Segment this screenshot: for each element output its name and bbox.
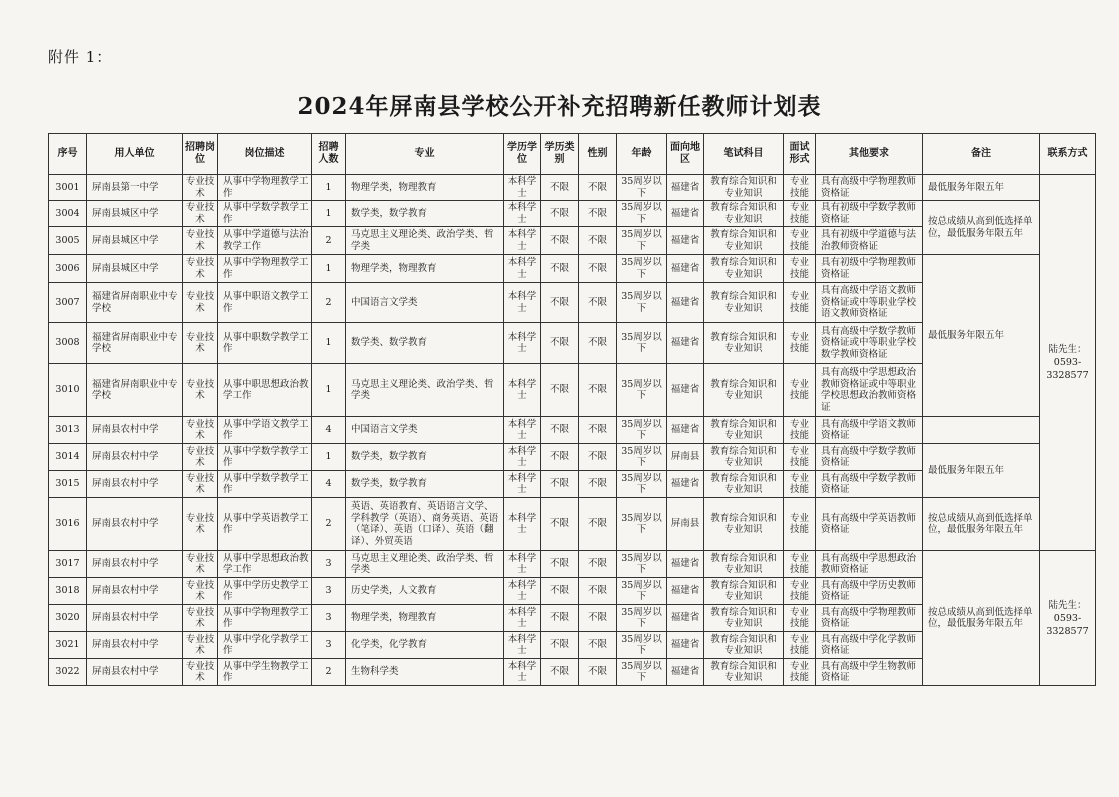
cell-major: 数学类、数学教育 <box>346 323 504 364</box>
cell-seq: 3017 <box>49 551 87 578</box>
cell-interview: 专业技能 <box>784 605 816 632</box>
cell-position: 专业技术 <box>183 283 218 323</box>
cell-interview: 专业技能 <box>784 283 816 323</box>
cell-desc: 从事中学物理教学工作 <box>218 175 312 201</box>
cell-desc: 从事中学数学教学工作 <box>218 471 312 498</box>
cell-edu-type: 不限 <box>541 551 579 578</box>
cell-region: 福建省 <box>667 605 704 632</box>
table-row <box>49 255 1096 283</box>
cell-exam: 教育综合知识和专业知识 <box>704 578 784 605</box>
cell-exam: 教育综合知识和专业知识 <box>704 364 784 417</box>
cell-count: 1 <box>312 364 346 417</box>
cell-seq: 3005 <box>49 227 87 255</box>
cell-edu: 本科学士 <box>504 605 541 632</box>
cell-seq: 3014 <box>49 444 87 471</box>
cell-region: 福建省 <box>667 255 704 283</box>
header-edu: 学历学位 <box>504 134 541 175</box>
cell-unit: 屏南县城区中学 <box>87 227 183 255</box>
cell-other: 具有初级中学道德与法治教师资格证 <box>816 227 923 255</box>
cell-desc: 从事中学数学教学工作 <box>218 444 312 471</box>
cell-edu-type: 不限 <box>541 417 579 444</box>
cell-exam: 教育综合知识和专业知识 <box>704 255 784 283</box>
cell-major: 物理学类，物理教育 <box>346 175 504 201</box>
cell-exam: 教育综合知识和专业知识 <box>704 283 784 323</box>
cell-interview: 专业技能 <box>784 551 816 578</box>
cell-desc: 从事中职语文教学工作 <box>218 283 312 323</box>
header-age: 年龄 <box>617 134 667 175</box>
cell-exam: 教育综合知识和专业知识 <box>704 175 784 201</box>
cell-major: 数学类，数学教育 <box>346 471 504 498</box>
cell-seq: 3018 <box>49 578 87 605</box>
header-desc: 岗位描述 <box>218 134 312 175</box>
cell-unit: 屏南县农村中学 <box>87 551 183 578</box>
header-edu-type: 学历类别 <box>541 134 579 175</box>
cell-desc: 从事中学历史教学工作 <box>218 578 312 605</box>
cell-gender: 不限 <box>579 283 617 323</box>
cell-unit: 屏南县农村中学 <box>87 471 183 498</box>
cell-edu-type: 不限 <box>541 632 579 659</box>
cell-other: 具有初级中学数学教师资格证 <box>816 201 923 227</box>
cell-age: 35周岁以下 <box>617 632 667 659</box>
cell-edu-type: 不限 <box>541 255 579 283</box>
cell-region: 福建省 <box>667 227 704 255</box>
cell-interview: 专业技能 <box>784 175 816 201</box>
cell-edu-type: 不限 <box>541 498 579 551</box>
cell-edu: 本科学士 <box>504 417 541 444</box>
cell-region: 福建省 <box>667 632 704 659</box>
cell-other: 具有初级中学物理教师资格证 <box>816 255 923 283</box>
cell-edu-type: 不限 <box>541 227 579 255</box>
cell-region: 福建省 <box>667 283 704 323</box>
cell-seq: 3021 <box>49 632 87 659</box>
cell-gender: 不限 <box>579 498 617 551</box>
cell-unit: 屏南县农村中学 <box>87 578 183 605</box>
header-remark: 备注 <box>923 134 1040 175</box>
header-interview: 面试形式 <box>784 134 816 175</box>
cell-desc: 从事中学物理教学工作 <box>218 605 312 632</box>
cell-edu-type: 不限 <box>541 605 579 632</box>
header-row <box>49 134 1096 175</box>
cell-contact: 陆先生：0593-3328577 <box>1040 551 1096 686</box>
cell-desc: 从事中学化学教学工作 <box>218 632 312 659</box>
cell-region: 屏南县 <box>667 498 704 551</box>
cell-unit: 福建省屏南职业中专学校 <box>87 323 183 364</box>
cell-other: 具有高级中学语文教师资格证或中等职业学校语文教师资格证 <box>816 283 923 323</box>
cell-age: 35周岁以下 <box>617 551 667 578</box>
cell-count: 3 <box>312 578 346 605</box>
cell-desc: 从事中学数学教学工作 <box>218 201 312 227</box>
cell-unit: 屏南县城区中学 <box>87 201 183 227</box>
cell-count: 4 <box>312 417 346 444</box>
cell-age: 35周岁以下 <box>617 323 667 364</box>
cell-exam: 教育综合知识和专业知识 <box>704 632 784 659</box>
cell-edu: 本科学士 <box>504 227 541 255</box>
cell-age: 35周岁以下 <box>617 471 667 498</box>
cell-edu-type: 不限 <box>541 444 579 471</box>
cell-desc: 从事中职思想政治教学工作 <box>218 364 312 417</box>
cell-desc: 从事中学思想政治教学工作 <box>218 551 312 578</box>
header-exam: 笔试科目 <box>704 134 784 175</box>
cell-count: 2 <box>312 227 346 255</box>
header-unit: 用人单位 <box>87 134 183 175</box>
cell-edu-type: 不限 <box>541 323 579 364</box>
cell-interview: 专业技能 <box>784 227 816 255</box>
cell-major: 数学类，数学教育 <box>346 201 504 227</box>
cell-gender: 不限 <box>579 551 617 578</box>
cell-unit: 屏南县城区中学 <box>87 255 183 283</box>
cell-desc: 从事中学道德与法治教学工作 <box>218 227 312 255</box>
cell-seq: 3007 <box>49 283 87 323</box>
cell-major: 马克思主义理论类、政治学类、哲学类 <box>346 551 504 578</box>
cell-count: 1 <box>312 255 346 283</box>
cell-gender: 不限 <box>579 417 617 444</box>
cell-gender: 不限 <box>579 632 617 659</box>
cell-other: 具有高级中学语文教师资格证 <box>816 417 923 444</box>
cell-exam: 教育综合知识和专业知识 <box>704 201 784 227</box>
cell-seq: 3004 <box>49 201 87 227</box>
cell-age: 35周岁以下 <box>617 605 667 632</box>
cell-remark: 按总成绩从高到低选择单位，最低服务年限五年 <box>923 201 1040 255</box>
cell-interview: 专业技能 <box>784 323 816 364</box>
cell-count: 3 <box>312 551 346 578</box>
cell-remark: 最低服务年限五年 <box>923 255 1040 417</box>
cell-interview: 专业技能 <box>784 659 816 686</box>
cell-unit: 屏南县农村中学 <box>87 632 183 659</box>
header-gender: 性别 <box>579 134 617 175</box>
cell-remark: 按总成绩从高到低选择单位，最低服务年限五年 <box>923 498 1040 551</box>
cell-exam: 教育综合知识和专业知识 <box>704 444 784 471</box>
cell-desc: 从事中学英语教学工作 <box>218 498 312 551</box>
cell-count: 2 <box>312 283 346 323</box>
cell-remark: 按总成绩从高到低选择单位，最低服务年限五年 <box>923 551 1040 686</box>
cell-interview: 专业技能 <box>784 498 816 551</box>
cell-major: 历史学类，人文教育 <box>346 578 504 605</box>
cell-position: 专业技术 <box>183 227 218 255</box>
cell-count: 1 <box>312 175 346 201</box>
cell-seq: 3001 <box>49 175 87 201</box>
cell-count: 1 <box>312 444 346 471</box>
cell-major: 数学类，数学教育 <box>346 444 504 471</box>
cell-other: 具有高级中学数学教师资格证或中等职业学校数学教师资格证 <box>816 323 923 364</box>
cell-age: 35周岁以下 <box>617 578 667 605</box>
cell-edu-type: 不限 <box>541 471 579 498</box>
cell-position: 专业技术 <box>183 551 218 578</box>
cell-contact: 陆先生：0593-3328577 <box>1040 175 1096 551</box>
cell-age: 35周岁以下 <box>617 175 667 201</box>
cell-exam: 教育综合知识和专业知识 <box>704 551 784 578</box>
cell-region: 福建省 <box>667 364 704 417</box>
cell-count: 1 <box>312 323 346 364</box>
cell-position: 专业技术 <box>183 444 218 471</box>
cell-count: 1 <box>312 201 346 227</box>
cell-edu-type: 不限 <box>541 659 579 686</box>
cell-edu-type: 不限 <box>541 175 579 201</box>
cell-remark: 最低服务年限五年 <box>923 175 1040 201</box>
cell-major: 马克思主义理论类、政治学类、哲学类 <box>346 227 504 255</box>
cell-edu: 本科学士 <box>504 175 541 201</box>
cell-interview: 专业技能 <box>784 364 816 417</box>
cell-position: 专业技术 <box>183 659 218 686</box>
cell-position: 专业技术 <box>183 175 218 201</box>
cell-position: 专业技术 <box>183 201 218 227</box>
cell-gender: 不限 <box>579 323 617 364</box>
cell-position: 专业技术 <box>183 417 218 444</box>
cell-age: 35周岁以下 <box>617 417 667 444</box>
cell-edu: 本科学士 <box>504 255 541 283</box>
cell-position: 专业技术 <box>183 605 218 632</box>
cell-edu-type: 不限 <box>541 201 579 227</box>
cell-region: 福建省 <box>667 175 704 201</box>
cell-exam: 教育综合知识和专业知识 <box>704 417 784 444</box>
cell-major: 物理学类，物理教育 <box>346 605 504 632</box>
cell-edu: 本科学士 <box>504 551 541 578</box>
cell-seq: 3006 <box>49 255 87 283</box>
cell-other: 具有高级中学物理教师资格证 <box>816 605 923 632</box>
cell-desc: 从事中学物理教学工作 <box>218 255 312 283</box>
cell-position: 专业技术 <box>183 498 218 551</box>
recruitment-plan-table <box>48 133 1096 686</box>
table-row <box>49 417 1096 444</box>
cell-position: 专业技术 <box>183 255 218 283</box>
cell-age: 35周岁以下 <box>617 659 667 686</box>
cell-age: 35周岁以下 <box>617 364 667 417</box>
cell-other: 具有高级中学思想政治教师资格证或中等职业学校思想政治教师资格证 <box>816 364 923 417</box>
cell-edu: 本科学士 <box>504 498 541 551</box>
header-count: 招聘人数 <box>312 134 346 175</box>
header-contact: 联系方式 <box>1040 134 1096 175</box>
cell-unit: 屏南县农村中学 <box>87 444 183 471</box>
cell-age: 35周岁以下 <box>617 498 667 551</box>
cell-region: 屏南县 <box>667 444 704 471</box>
cell-age: 35周岁以下 <box>617 444 667 471</box>
cell-other: 具有高级中学思想政治教师资格证 <box>816 551 923 578</box>
cell-desc: 从事中学语文教学工作 <box>218 417 312 444</box>
cell-edu: 本科学士 <box>504 283 541 323</box>
cell-edu: 本科学士 <box>504 201 541 227</box>
cell-edu-type: 不限 <box>541 578 579 605</box>
cell-unit: 屏南县农村中学 <box>87 498 183 551</box>
cell-unit: 屏南县农村中学 <box>87 659 183 686</box>
cell-major: 生物科学类 <box>346 659 504 686</box>
cell-interview: 专业技能 <box>784 578 816 605</box>
header-region: 面向地区 <box>667 134 704 175</box>
cell-edu: 本科学士 <box>504 364 541 417</box>
cell-region: 福建省 <box>667 471 704 498</box>
cell-count: 4 <box>312 471 346 498</box>
cell-interview: 专业技能 <box>784 444 816 471</box>
cell-exam: 教育综合知识和专业知识 <box>704 659 784 686</box>
cell-gender: 不限 <box>579 659 617 686</box>
cell-other: 具有高级中学历史教师资格证 <box>816 578 923 605</box>
cell-major: 中国语言文学类 <box>346 283 504 323</box>
cell-unit: 屏南县第一中学 <box>87 175 183 201</box>
cell-interview: 专业技能 <box>784 255 816 283</box>
cell-exam: 教育综合知识和专业知识 <box>704 471 784 498</box>
cell-region: 福建省 <box>667 417 704 444</box>
cell-position: 专业技术 <box>183 323 218 364</box>
cell-gender: 不限 <box>579 175 617 201</box>
cell-age: 35周岁以下 <box>617 201 667 227</box>
cell-exam: 教育综合知识和专业知识 <box>704 498 784 551</box>
cell-gender: 不限 <box>579 578 617 605</box>
header-major: 专业 <box>346 134 504 175</box>
cell-region: 福建省 <box>667 323 704 364</box>
cell-age: 35周岁以下 <box>617 255 667 283</box>
cell-gender: 不限 <box>579 255 617 283</box>
cell-exam: 教育综合知识和专业知识 <box>704 323 784 364</box>
cell-major: 中国语言文学类 <box>346 417 504 444</box>
attachment-label: 附件 1： <box>48 48 113 66</box>
cell-other: 具有高级中学英语教师资格证 <box>816 498 923 551</box>
cell-exam: 教育综合知识和专业知识 <box>704 227 784 255</box>
cell-major: 英语、英语教育、英语语言文学、学科教学（英语）、商务英语、英语（笔译）、英语（口译）、英语（翻译）、外贸英语 <box>346 498 504 551</box>
header-other: 其他要求 <box>816 134 923 175</box>
table-row <box>49 175 1096 201</box>
cell-seq: 3022 <box>49 659 87 686</box>
cell-interview: 专业技能 <box>784 417 816 444</box>
cell-gender: 不限 <box>579 471 617 498</box>
cell-unit: 福建省屏南职业中专学校 <box>87 283 183 323</box>
cell-unit: 福建省屏南职业中专学校 <box>87 364 183 417</box>
cell-other: 具有高级中学数学教师资格证 <box>816 444 923 471</box>
cell-edu: 本科学士 <box>504 323 541 364</box>
table-row <box>49 444 1096 471</box>
cell-gender: 不限 <box>579 444 617 471</box>
cell-major: 物理学类，物理教育 <box>346 255 504 283</box>
table-row <box>49 551 1096 578</box>
cell-count: 3 <box>312 605 346 632</box>
page-title: 2024年屏南县学校公开补充招聘新任教师计划表 <box>297 93 822 120</box>
cell-unit: 屏南县农村中学 <box>87 417 183 444</box>
cell-edu-type: 不限 <box>541 283 579 323</box>
cell-seq: 3020 <box>49 605 87 632</box>
cell-edu: 本科学士 <box>504 659 541 686</box>
cell-exam: 教育综合知识和专业知识 <box>704 605 784 632</box>
cell-gender: 不限 <box>579 227 617 255</box>
cell-desc: 从事中学生物教学工作 <box>218 659 312 686</box>
cell-unit: 屏南县农村中学 <box>87 605 183 632</box>
cell-interview: 专业技能 <box>784 201 816 227</box>
cell-position: 专业技术 <box>183 364 218 417</box>
cell-position: 专业技术 <box>183 471 218 498</box>
cell-edu: 本科学士 <box>504 444 541 471</box>
cell-edu: 本科学士 <box>504 471 541 498</box>
cell-interview: 专业技能 <box>784 632 816 659</box>
cell-seq: 3010 <box>49 364 87 417</box>
cell-position: 专业技术 <box>183 632 218 659</box>
cell-count: 3 <box>312 632 346 659</box>
cell-edu: 本科学士 <box>504 578 541 605</box>
cell-region: 福建省 <box>667 578 704 605</box>
cell-age: 35周岁以下 <box>617 227 667 255</box>
cell-other: 具有高级中学生物教师资格证 <box>816 659 923 686</box>
header-seq: 序号 <box>49 134 87 175</box>
cell-major: 马克思主义理论类、政治学类、哲学类 <box>346 364 504 417</box>
cell-seq: 3016 <box>49 498 87 551</box>
cell-desc: 从事中职数学教学工作 <box>218 323 312 364</box>
header-position: 招聘岗位 <box>183 134 218 175</box>
cell-edu-type: 不限 <box>541 364 579 417</box>
cell-gender: 不限 <box>579 201 617 227</box>
cell-region: 福建省 <box>667 201 704 227</box>
cell-other: 具有高级中学数学教师资格证 <box>816 471 923 498</box>
cell-seq: 3013 <box>49 417 87 444</box>
cell-gender: 不限 <box>579 364 617 417</box>
cell-other: 具有高级中学化学教师资格证 <box>816 632 923 659</box>
cell-seq: 3015 <box>49 471 87 498</box>
cell-interview: 专业技能 <box>784 471 816 498</box>
cell-count: 2 <box>312 498 346 551</box>
cell-other: 具有高级中学物理教师资格证 <box>816 175 923 201</box>
cell-count: 2 <box>312 659 346 686</box>
cell-remark: 最低服务年限五年 <box>923 444 1040 498</box>
cell-major: 化学类，化学教育 <box>346 632 504 659</box>
cell-region: 福建省 <box>667 659 704 686</box>
cell-seq: 3008 <box>49 323 87 364</box>
cell-region: 福建省 <box>667 551 704 578</box>
cell-edu: 本科学士 <box>504 632 541 659</box>
table-body <box>49 175 1096 686</box>
table-row <box>49 201 1096 227</box>
cell-gender: 不限 <box>579 605 617 632</box>
table-row <box>49 498 1096 551</box>
cell-age: 35周岁以下 <box>617 283 667 323</box>
cell-position: 专业技术 <box>183 578 218 605</box>
